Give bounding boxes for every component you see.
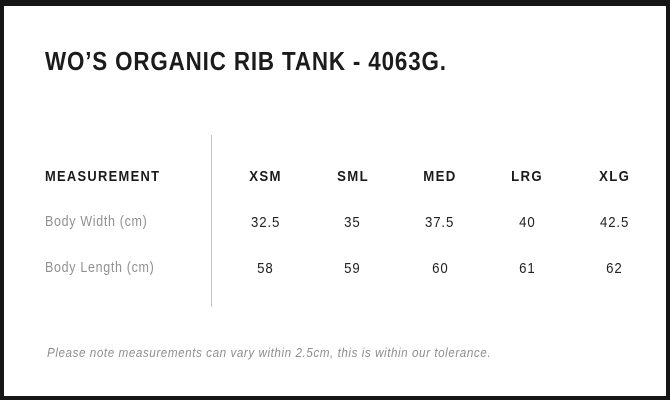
table-row-body-length (45, 245, 658, 291)
size-column-header-lrg: LRG (511, 167, 544, 185)
top-border-accent (0, 0, 670, 2)
tolerance-note-text: Please note measurements can vary within 2.5cm, this is within our tolerance. (47, 345, 492, 360)
size-column-header-xsm: XSM (249, 167, 282, 185)
size-value: 35 (344, 213, 362, 231)
size-value: 62 (606, 259, 623, 277)
size-column-header-sml: SML (336, 167, 369, 185)
product-title-text: WO’S ORGANIC RIB TANK - 4063G. (45, 46, 447, 76)
product-title (45, 48, 650, 74)
size-value: 59 (344, 259, 362, 277)
size-value: 37.5 (425, 213, 455, 231)
row-label: Body Length (cm) (45, 260, 155, 276)
size-table (45, 153, 658, 291)
size-column-header-med: MED (423, 167, 457, 185)
size-value: 58 (257, 259, 274, 277)
tolerance-note (47, 345, 646, 360)
column-divider (211, 135, 212, 307)
table-header-row (45, 153, 658, 199)
size-value: 61 (518, 259, 536, 277)
measurement-column-header: MEASUREMENT (45, 167, 161, 185)
size-value: 60 (431, 259, 449, 277)
size-value: 32.5 (250, 213, 281, 231)
size-value: 40 (518, 213, 536, 231)
table-row-body-width (45, 199, 658, 245)
size-column-header-xlg: XLG (598, 167, 630, 185)
row-label: Body Width (cm) (45, 214, 148, 230)
size-value: 42.5 (599, 213, 629, 231)
